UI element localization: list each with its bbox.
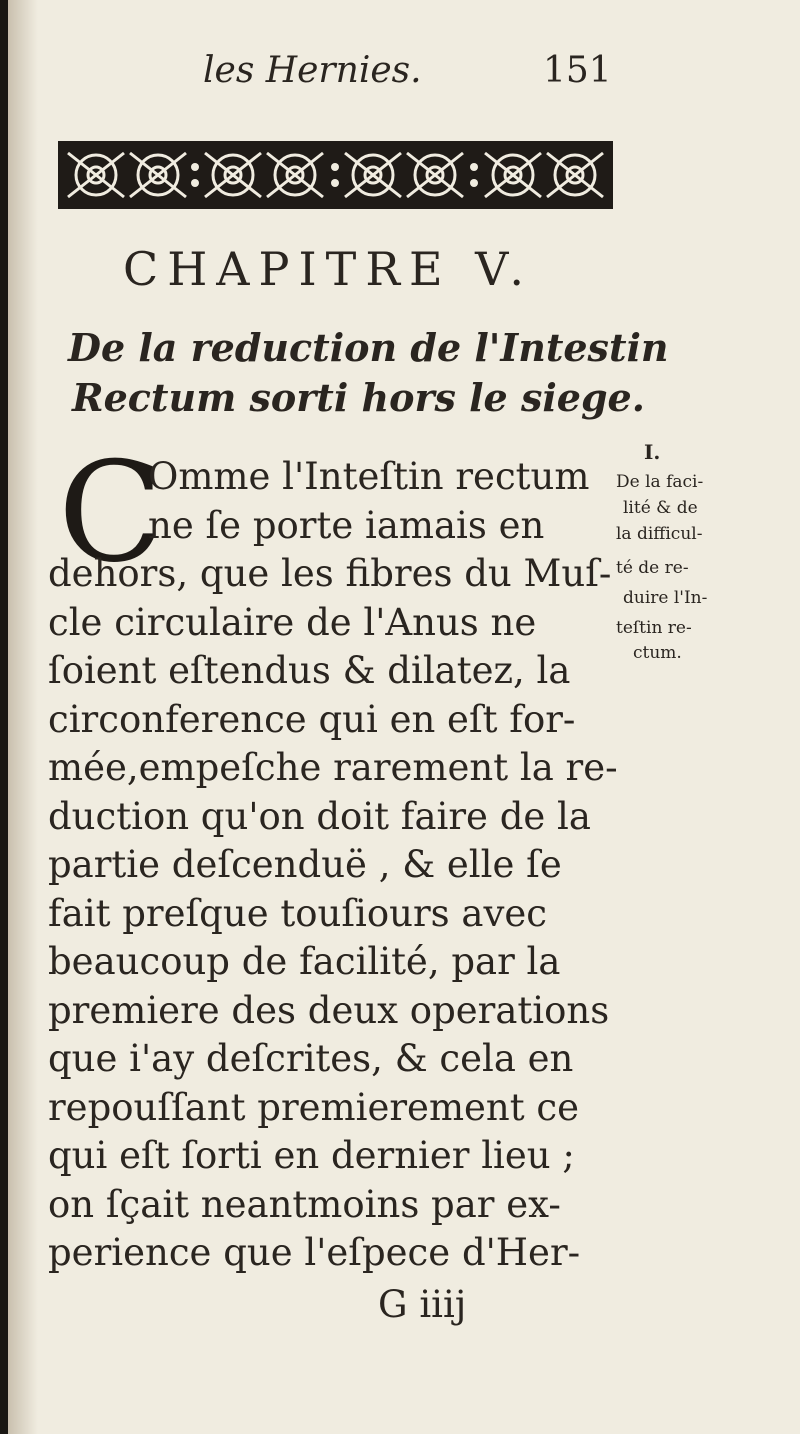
chapter-heading: CHAPITRE V.: [123, 242, 533, 296]
margin-note-line-6: teſtin re-: [616, 618, 692, 638]
text-line-10: fait preſque touſiours avec: [48, 891, 547, 935]
text-line-14: repouſſant premierement ce: [48, 1085, 580, 1129]
text-line-7: mée,empeſche rarement la re-: [48, 746, 618, 789]
text-line-17: perience que l'eſpece d'Her-: [48, 1231, 581, 1274]
drop-cap: C: [58, 432, 164, 593]
margin-note-line-4: té de re-: [616, 558, 689, 578]
text-line-9: partie deſcenduë , & elle ſe: [48, 843, 562, 886]
text-line-8: duction qu'on doit faire de la: [48, 794, 591, 838]
running-title: les Hernies.: [203, 50, 422, 91]
text-line-6: circonference qui en eſt for-: [48, 697, 576, 741]
book-page: [8, 0, 800, 1434]
margin-note-line-7: ctum.: [633, 643, 682, 663]
text-line-11: beaucoup de facilité, par la: [48, 940, 561, 983]
text-line-2: ne ſe porte iamais en: [148, 503, 545, 547]
chapter-subtitle-line-2: Rectum sorti hors le siege.: [72, 375, 645, 420]
signature-mark: G iiij: [378, 1283, 467, 1326]
text-line-16: on ſçait neantmoins par ex-: [48, 1182, 561, 1226]
chapter-subtitle-line-1: De la reduction de l'Intestin: [68, 325, 669, 370]
text-line-5: ſoient eſtendus & dilatez, la: [48, 649, 571, 692]
text-line-3: dehors, que les fibres du Muſ-: [48, 552, 612, 595]
margin-note-line-5: duire l'In-: [623, 588, 708, 608]
ornament-band: [58, 135, 613, 215]
text-line-15: qui eſt ſorti en dernier lieu ;: [48, 1134, 575, 1177]
text-line-12: premiere des deux operations: [48, 988, 610, 1032]
text-line-13: que i'ay deſcrites, & cela en: [48, 1037, 574, 1080]
margin-note-line-1: De la faci-: [616, 472, 704, 492]
margin-note-line-3: la difficul-: [616, 524, 703, 544]
text-line-1: Omme l'Inteſtin rectum: [148, 455, 590, 498]
text-line-4: cle circulaire de l'Anus ne: [48, 600, 537, 644]
running-head: [8, 50, 800, 100]
margin-note-number: I.: [644, 440, 661, 464]
margin-note-line-2: lité & de: [623, 498, 698, 518]
page-number: 151: [543, 50, 612, 91]
